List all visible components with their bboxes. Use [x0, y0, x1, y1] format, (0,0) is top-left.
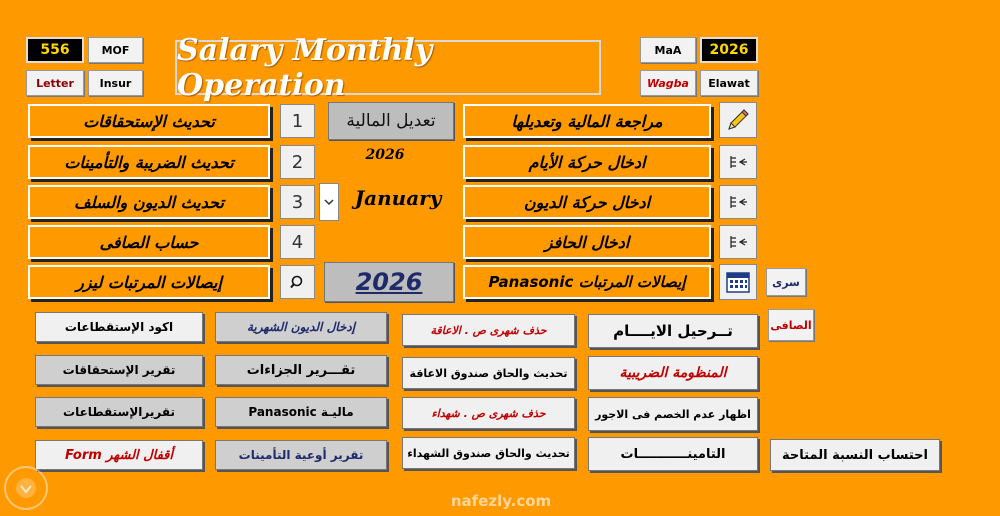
pencil-button[interactable] — [719, 102, 757, 138]
insurance-report-button[interactable]: تقرير أوعية التأمينات — [215, 440, 387, 470]
update-entitlements-button[interactable]: تحديث الإستحقاقات — [28, 104, 270, 138]
letter-button[interactable]: Letter — [26, 70, 84, 96]
logo-icon — [13, 475, 39, 501]
month-select[interactable]: January — [354, 186, 442, 210]
step-3-button[interactable]: 3 — [280, 185, 315, 219]
deduction-codes-button[interactable]: اكود الإستقطاعات — [35, 312, 203, 342]
year-big-label: 2026 — [355, 268, 423, 296]
import-icon — [728, 153, 748, 171]
insurance-button[interactable]: التامينـــــــــــات — [588, 437, 758, 471]
entitlements-report-button[interactable]: تقرير الإستحقاقات — [35, 355, 203, 385]
penalties-report-button[interactable]: تقـــرير الجزاءات — [215, 355, 387, 385]
net-button[interactable]: الصافى — [768, 309, 814, 341]
update-tax-insurance-button[interactable]: تحديث الضريبة والتأمينات — [28, 145, 270, 179]
step-4-button[interactable]: 4 — [280, 225, 315, 259]
maa-button[interactable]: MaA — [640, 37, 696, 63]
month-dropdown-button[interactable] — [319, 183, 339, 221]
enter-incentive-button[interactable]: ادخال الحافز — [463, 225, 711, 259]
panasonic-receipts-button[interactable]: إيصالات المرتبات Panasonic — [463, 265, 711, 299]
enter-days-button[interactable]: ادخال حركة الأيام — [463, 145, 711, 179]
panasonic-finance-button[interactable]: ماليـة Panasonic — [215, 397, 387, 427]
year-small-label: 2026 — [365, 147, 405, 163]
monthly-debts-entry-button[interactable]: إدخال الديون الشهرية — [215, 312, 387, 342]
import-debts-button[interactable] — [719, 185, 757, 219]
deductions-report-button[interactable]: تقريرالإستقطاعات — [35, 397, 203, 427]
import-icon — [728, 193, 748, 211]
pencil-icon — [725, 107, 751, 133]
delete-disability-fund-button[interactable]: حذف شهرى ص . الاعاقة — [402, 314, 575, 346]
watermark-logo — [4, 466, 48, 510]
close-month-form-button[interactable]: أقفال الشهر Form — [35, 440, 203, 470]
enter-debts-button[interactable]: ادخال حركة الديون — [463, 185, 711, 219]
year-display: 2026 — [700, 37, 758, 63]
calendar-icon — [725, 270, 751, 294]
step-2-button[interactable]: 2 — [280, 145, 315, 179]
sirri-button[interactable]: سرى — [766, 268, 806, 296]
tax-system-button[interactable]: المنظومة الضريبية — [588, 356, 758, 390]
chevron-down-icon — [324, 198, 334, 206]
update-disability-fund-button[interactable]: تحديث والحاق صندوق الاعاقة — [402, 357, 575, 389]
insur-button[interactable]: Insur — [88, 70, 143, 96]
year-big-button[interactable] — [324, 262, 454, 302]
search-button[interactable] — [280, 265, 315, 299]
search-icon — [290, 274, 306, 290]
code-display: 556 — [26, 37, 84, 63]
import-days-button[interactable] — [719, 145, 757, 179]
review-finance-button[interactable]: مراجعة المالية وتعديلها — [463, 104, 711, 138]
watermark-text: nafezly.com — [450, 492, 552, 510]
calendar-button[interactable] — [719, 264, 757, 300]
step-1-button[interactable]: 1 — [280, 104, 315, 138]
transfer-days-button[interactable]: تــرحيل الايــــام — [588, 314, 758, 348]
wagba-button[interactable]: Wagba — [640, 70, 696, 96]
import-icon — [728, 233, 748, 251]
delete-martyrs-fund-button[interactable]: حذف شهرى ص . شهداء — [402, 397, 575, 429]
mof-button[interactable]: MOF — [88, 37, 143, 63]
elawat-button[interactable]: Elawat — [700, 70, 758, 96]
calc-net-button[interactable]: حساب الصافى — [28, 225, 270, 259]
update-debts-loans-button[interactable]: تحديث الديون والسلف — [28, 185, 270, 219]
page-title: Salary Monthly Operation — [175, 40, 601, 95]
update-martyrs-fund-button[interactable]: تحديث والحاق صندوق الشهداء — [402, 437, 575, 469]
show-no-deduction-button[interactable]: اظهار عدم الخصم فى الاجور — [588, 397, 758, 431]
laser-receipts-button[interactable]: إيصالات المرتبات ليزر — [28, 265, 270, 299]
calc-available-ratio-button[interactable]: احتساب النسبة المتاحة — [770, 439, 940, 471]
import-incentive-button[interactable] — [719, 225, 757, 259]
edit-finance-button[interactable]: تعديل المالية — [328, 102, 454, 140]
